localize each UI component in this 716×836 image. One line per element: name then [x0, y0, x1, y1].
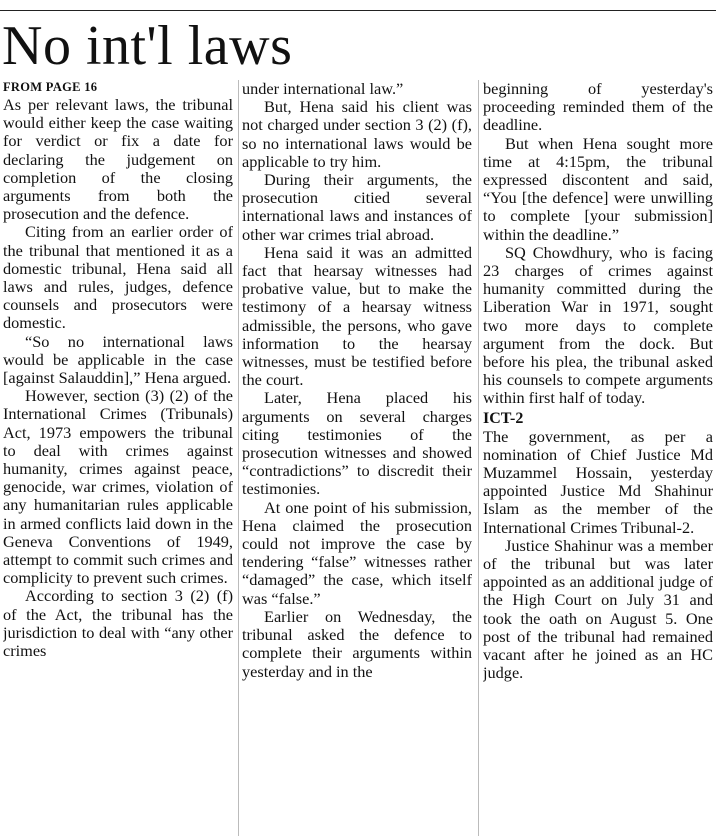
section-subhead: ICT-2 — [483, 409, 524, 427]
paragraph: At one point of his submission, Hena claimed the prosecution could not improve the case by tendering “false” witnesses rather “damaged” the case, which itself was “false.” — [242, 497, 472, 608]
paragraph: According to section 3 (2) (f) of the Act, the tribunal has the jurisdiction to deal with “any other crimes — [3, 586, 233, 661]
paragraph: Later, Hena placed his arguments on several charges citing testimonies of the prosecution witnesses and showed “contradictions” to discredit their testimonies. — [242, 388, 472, 499]
paragraph: But, Hena said his client was not charged under section 3 (2) (f), so no international laws would be applicable to try him. — [242, 97, 472, 171]
paragraph: “So no international laws would be applicable in the case [against Salauddin],” Hena argued. — [3, 331, 233, 388]
article-column-3 — [483, 80, 713, 836]
paragraph: But when Hena sought more time at 4:15pm, the tribunal expressed discontent and said, “You [the defence] were unwilling to complete [your submission] within the deadline.” — [483, 133, 713, 244]
paragraph: beginning of yesterday's proceeding reminded them of the deadline. — [483, 80, 713, 135]
headline: No int'l laws — [2, 15, 293, 77]
column-divider — [478, 80, 479, 836]
paragraph: The government, as per a nomination of Chief Justice Md Muzammel Hossain, yesterday appointed Justice Md Shahinur Islam as the member of the International Crimes Tribunal-2. — [483, 426, 713, 537]
paragraph: under international law.” — [242, 80, 404, 98]
paragraph: Earlier on Wednesday, the tribunal asked the defence to complete their arguments within yesterday and in the — [242, 606, 472, 681]
paragraph: SQ Chowdhury, who is facing 23 charges of crimes against humanity committed during the Liberation War in 1971, sought two more days to complete argument from the dock. But before his plea, the tribunal asked his counsels to compete arguments within first half of today. — [483, 242, 713, 408]
paragraph: Citing from an earlier order of the tribunal that mentioned it as a domestic tribunal, Hena said all laws and rules, judges, defence counsels and prosecutors were domestic. — [3, 222, 233, 333]
paragraph: However, section (3) (2) of the International Crimes (Tribunals) Act, 1973 empowers the tribunal to deal with crimes against humanity, crimes against peace, genocide, war crimes, violation of any humanitarian rules applicable in armed conflicts laid down in the Geneva Conventions of 1949, attempt to commit such crimes and complicity to prevent such crimes. — [3, 386, 233, 588]
top-rule — [0, 10, 716, 11]
paragraph: Justice Shahinur was a member of the tribunal but was later appointed as an additional judge of the High Court on July 31 and took the oath on August 5. One post of the tribunal had remained vacant after he joined as an HC judge. — [483, 535, 713, 683]
paragraph: Hena said it was an admitted fact that hearsay witnesses had probative value, but to make the testimony of a hearsay witness admissible, the persons, who gave information to the hearsay witnesses, must be testified before the court. — [242, 242, 472, 390]
paragraph: During their arguments, the prosecution citied several international laws and instances of other war crimes trial abroad. — [242, 170, 472, 244]
jump-line: FROM PAGE 16 — [3, 80, 98, 94]
article-column-2 — [242, 80, 472, 836]
paragraph: As per relevant laws, the tribunal would either keep the case waiting for verdict or fix a date for declaring the judgement on completion of the closing arguments from both the prosecution and the defence. — [3, 95, 233, 224]
article-column-1 — [3, 80, 233, 836]
column-divider — [238, 80, 239, 836]
